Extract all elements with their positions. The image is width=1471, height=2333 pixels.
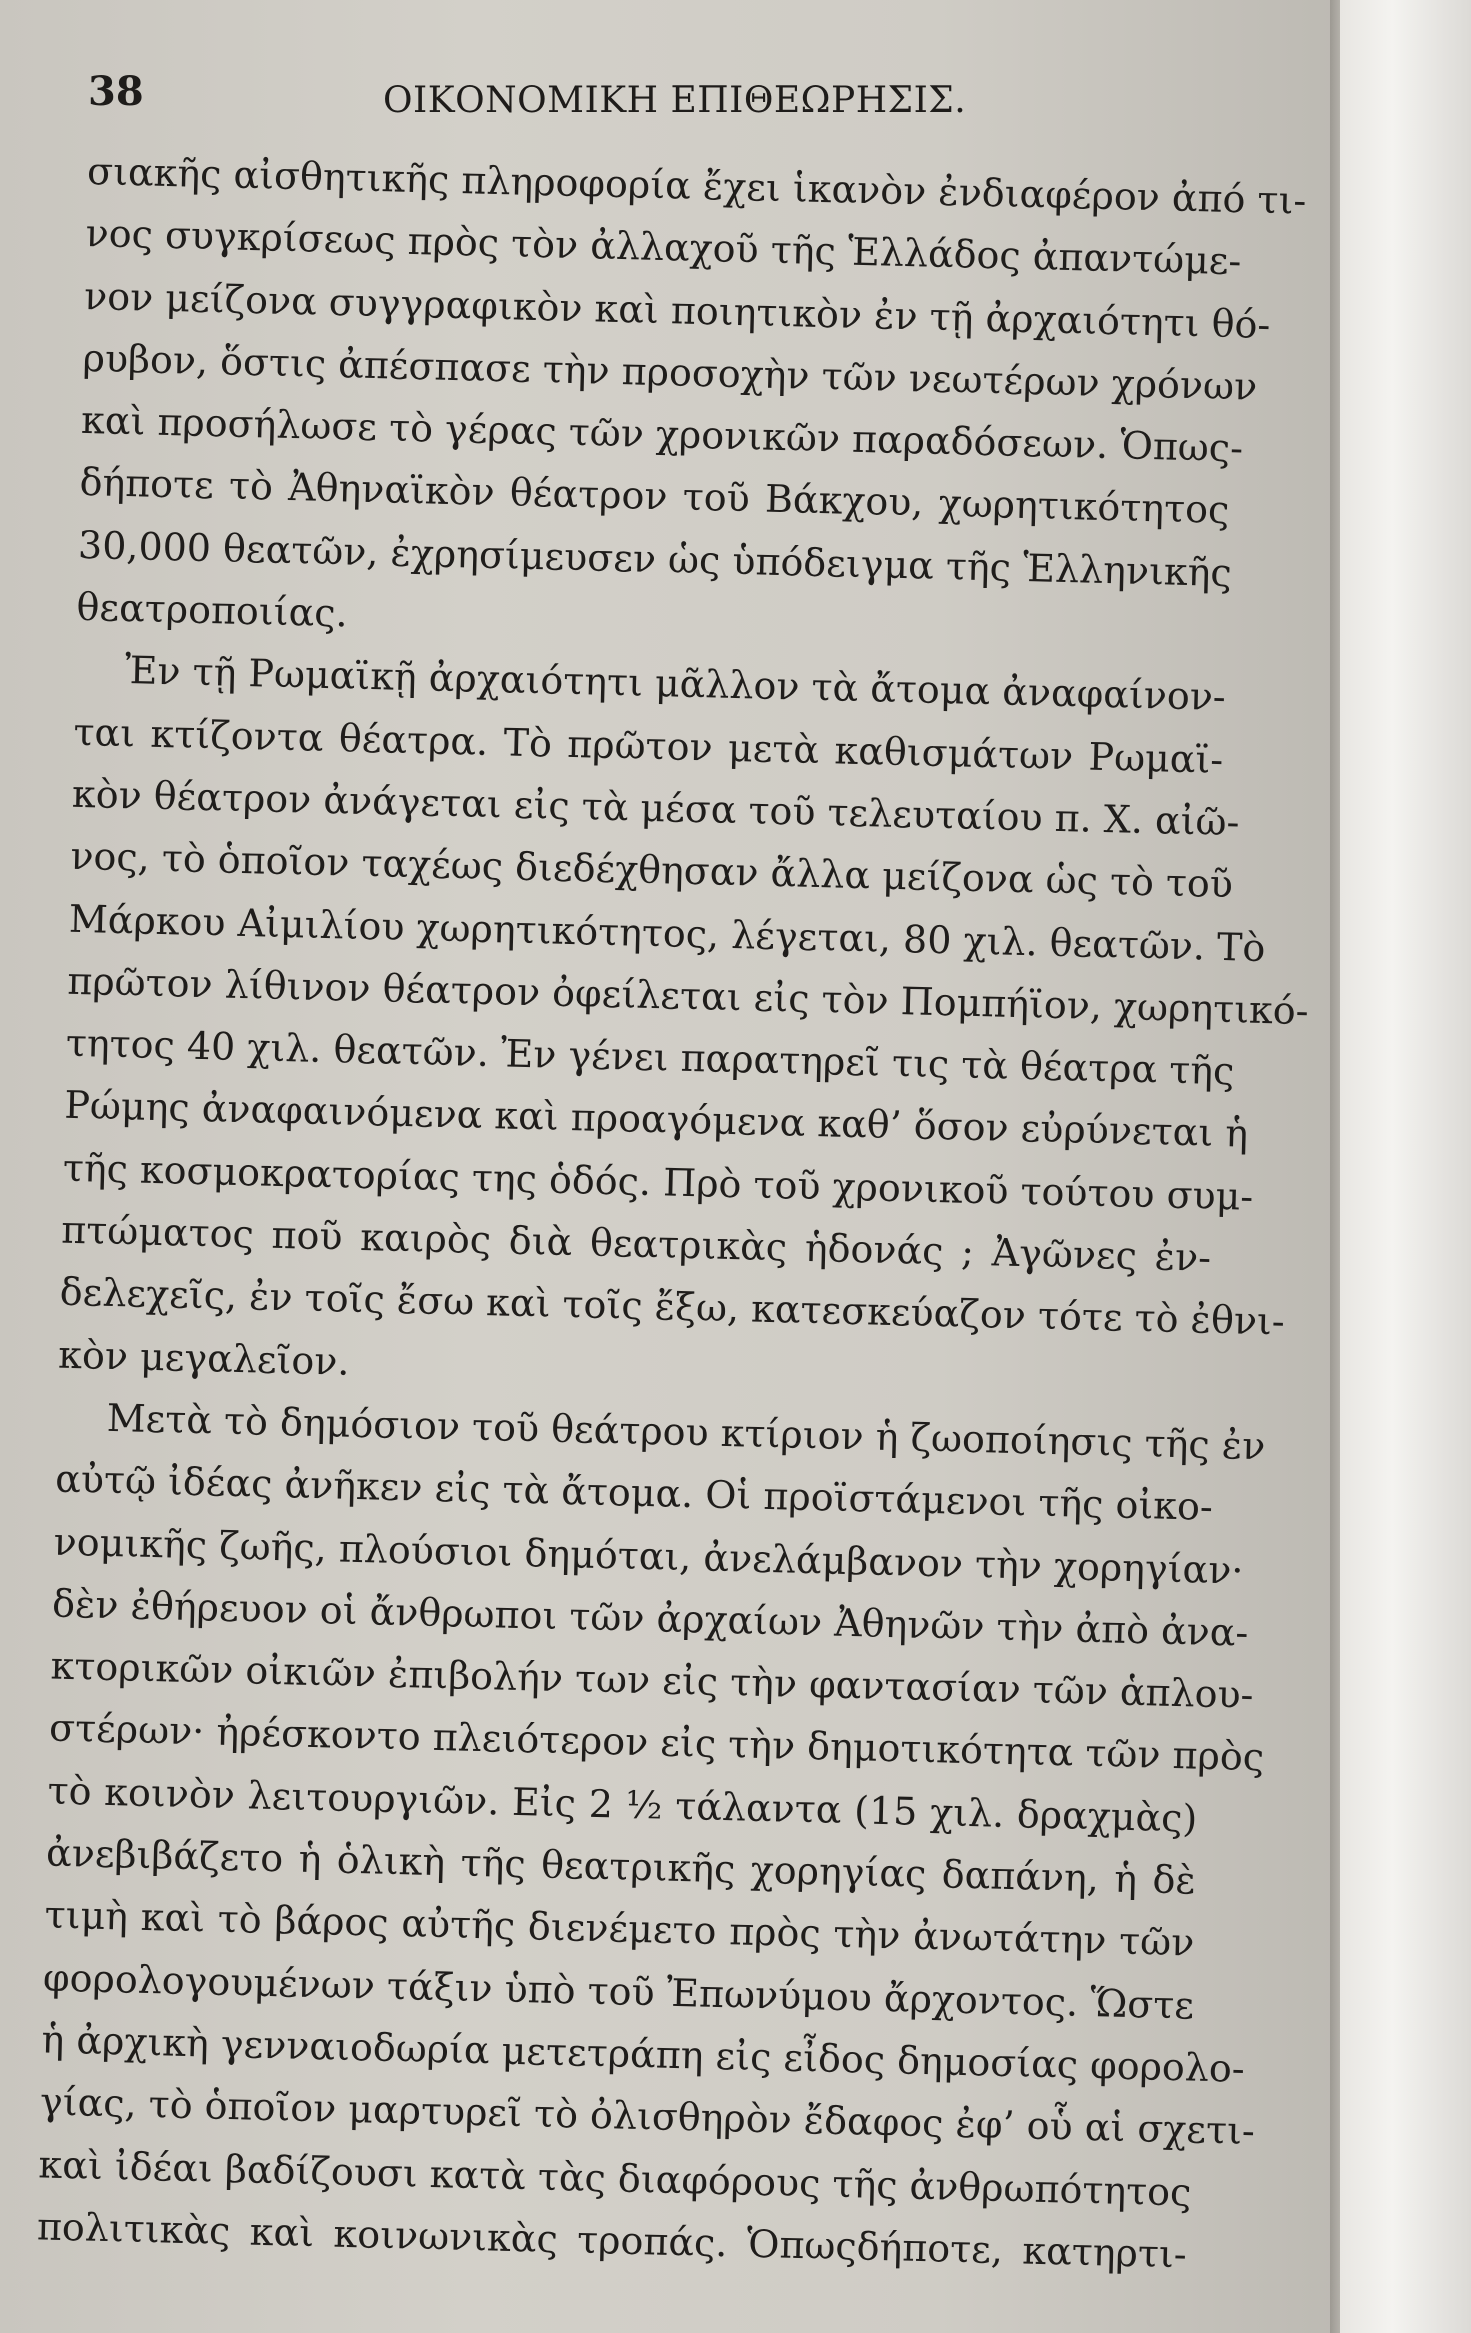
text-line: νος, τὸ ὁποῖον ταχέως διεδέχθησαν ἄλλα μείζονα ὡς τὸ τοῦ [69, 834, 1234, 907]
text-line: κὸν θέατρον ἀνάγεται εἰς τὰ μέσα τοῦ τελευταίου π. Χ. αἰῶ- [71, 771, 1240, 845]
text-line: Μάρκου Αἰμιλίου χωρητικότητος, λέγεται, 80 χιλ. θεατῶν. Τὸ [68, 896, 1266, 970]
text-line: στέρων· ἠρέσκοντο πλειότερον εἰς τὴν δημοτικότητα τῶν πρὸς [48, 1705, 1265, 1780]
facing-page-edge [1340, 0, 1471, 2333]
text-line: τητος 40 χιλ. θεατῶν. Ἐν γένει παρατηρεῖ τις τὰ θέατρα τῆς [65, 1020, 1235, 1094]
text-line: τιμὴ καὶ τὸ βάρος αὐτῆς διενέμετο πρὸς τὴν ἀνωτάτην τῶν [44, 1892, 1195, 1965]
text-line: δὲν ἐθήρευον οἱ ἄνθρωποι τῶν ἀρχαίων Ἀθηνῶν τὴν ἀπὸ ἀνα- [51, 1581, 1249, 1655]
text-line: δελεχεῖς, ἐν τοῖς ἔσω καὶ τοῖς ἔξω, κατεσκεύαζον τότε τὸ ἐθνι- [59, 1270, 1286, 1344]
text-line: καὶ προσήλωσε τὸ γέρας τῶν χρονικῶν παραδόσεων. Ὁπως- [80, 398, 1244, 471]
text-line: νος συγκρίσεως πρὸς τὸν ἀλλαχοῦ τῆς Ἑλλάδος ἀπαντώμε- [85, 211, 1242, 284]
text-line: ἀνεβιβάζετο ἡ ὁλικὴ τῆς θεατρικῆς χορηγίας δαπάνη, ἡ δὲ [45, 1830, 1197, 1903]
text-line: φορολογουμένων τάξιν ὑπὸ τοῦ Ἐπωνύμου ἄρχοντος. Ὥστε [42, 1955, 1195, 2028]
text-line: πολιτικὰς καὶ κοινωνικὰς τροπάς. Ὁπωςδήποτε, κατηρτι- [36, 2204, 1188, 2277]
text-line: κτορικῶν οἰκιῶν ἐπιβολήν των εἰς τὴν φαντασίαν τῶν ἁπλου- [50, 1643, 1255, 1718]
text-line: ἡ ἀρχικὴ γενναιοδωρία μετετράπη εἰς εἶδος δημοσίας φορολο- [41, 2017, 1246, 2091]
text-line: γίας, τὸ ὁποῖον μαρτυρεῖ τὸ ὀλισθηρὸν ἔδαφος ἐφ’ οὗ αἱ σχετι- [39, 2079, 1256, 2154]
text-line: αὐτῷ ἰδέας ἀνῆκεν εἰς τὰ ἄτομα. Οἱ προϊστάμενοι τῆς οἰκο- [54, 1456, 1214, 1530]
text-line: 30,000 θεατῶν, ἐχρησίμευσεν ὡς ὑπόδειγμα τῆς Ἑλληνικῆς [77, 522, 1233, 595]
text-line: πτώματος ποῦ καιρὸς διὰ θεατρικὰς ἡδονάς ; Ἀγῶνες ἐν- [60, 1207, 1212, 1280]
body-text [36, 140, 1310, 2307]
page-header [78, 58, 1258, 128]
text-line: ρυβον, ὅστις ἀπέσπασε τὴν προσοχὴν τῶν νεωτέρων χρόνων [82, 335, 1258, 409]
page-number: 38 [88, 68, 144, 115]
running-head: ΟΙΚΟΝΟΜΙΚΗ ΕΠΙΘΕΩΡΗΣΙΣ. [383, 80, 967, 121]
text-line: ται κτίζοντα θέατρα. Τὸ πρῶτον μετὰ καθισμάτων Ρωμαϊ- [73, 709, 1224, 782]
text-line: Μετὰ τὸ δημόσιον τοῦ θεάτρου κτίριον ἡ ζωοποίησις τῆς ἐν [106, 1395, 1266, 1469]
text-line: Ρώμης ἀναφαινόμενα καὶ προαγόμενα καθ’ ὅσον εὐρύνεται ἡ [63, 1083, 1249, 1157]
text-line: καὶ ἰδέαι βαδίζουσι κατὰ τὰς διαφόρους τῆς ἀνθρωπότητος [37, 2141, 1192, 2215]
text-line: νομικῆς ζωῆς, πλούσιοι δημόται, ἀνελάμβανον τὴν χορηγίαν· [53, 1519, 1244, 1593]
text-line: κὸν μεγαλεῖον. [57, 1332, 351, 1384]
text-line: θεατροποιίας. [76, 584, 349, 636]
text-line: νον μείζονα συγγραφικὸν καὶ ποιητικὸν ἐν τῇ ἀρχαιότητι θό- [83, 273, 1271, 347]
text-line: Ἐν τῇ Ρωμαϊκῇ ἀρχαιότητι μᾶλλον τὰ ἄτομα ἀναφαίνον- [124, 648, 1227, 720]
text-line: πρῶτον λίθινον θέατρον ὀφείλεται εἰς τὸν Πομπήϊον, χωρητικό- [66, 958, 1310, 1033]
text-line: τὸ κοινὸν λειτουργιῶν. Εἰς 2 ½ τάλαντα (15 χιλ. δραχμὰς) [47, 1768, 1198, 1841]
text-line: δήποτε τὸ Ἀθηναϊκὸν θέατρον τοῦ Βάκχου, χωρητικότητος [79, 460, 1230, 533]
text-line: σιακῆς αἰσθητικῆς πληροφορία ἔχει ἱκανὸν ἐνδιαφέρον ἀπό τι- [86, 148, 1307, 223]
text-line: τῆς κοσμοκρατορίας της ὁδός. Πρὸ τοῦ χρονικοῦ τούτου συμ- [62, 1145, 1254, 1219]
